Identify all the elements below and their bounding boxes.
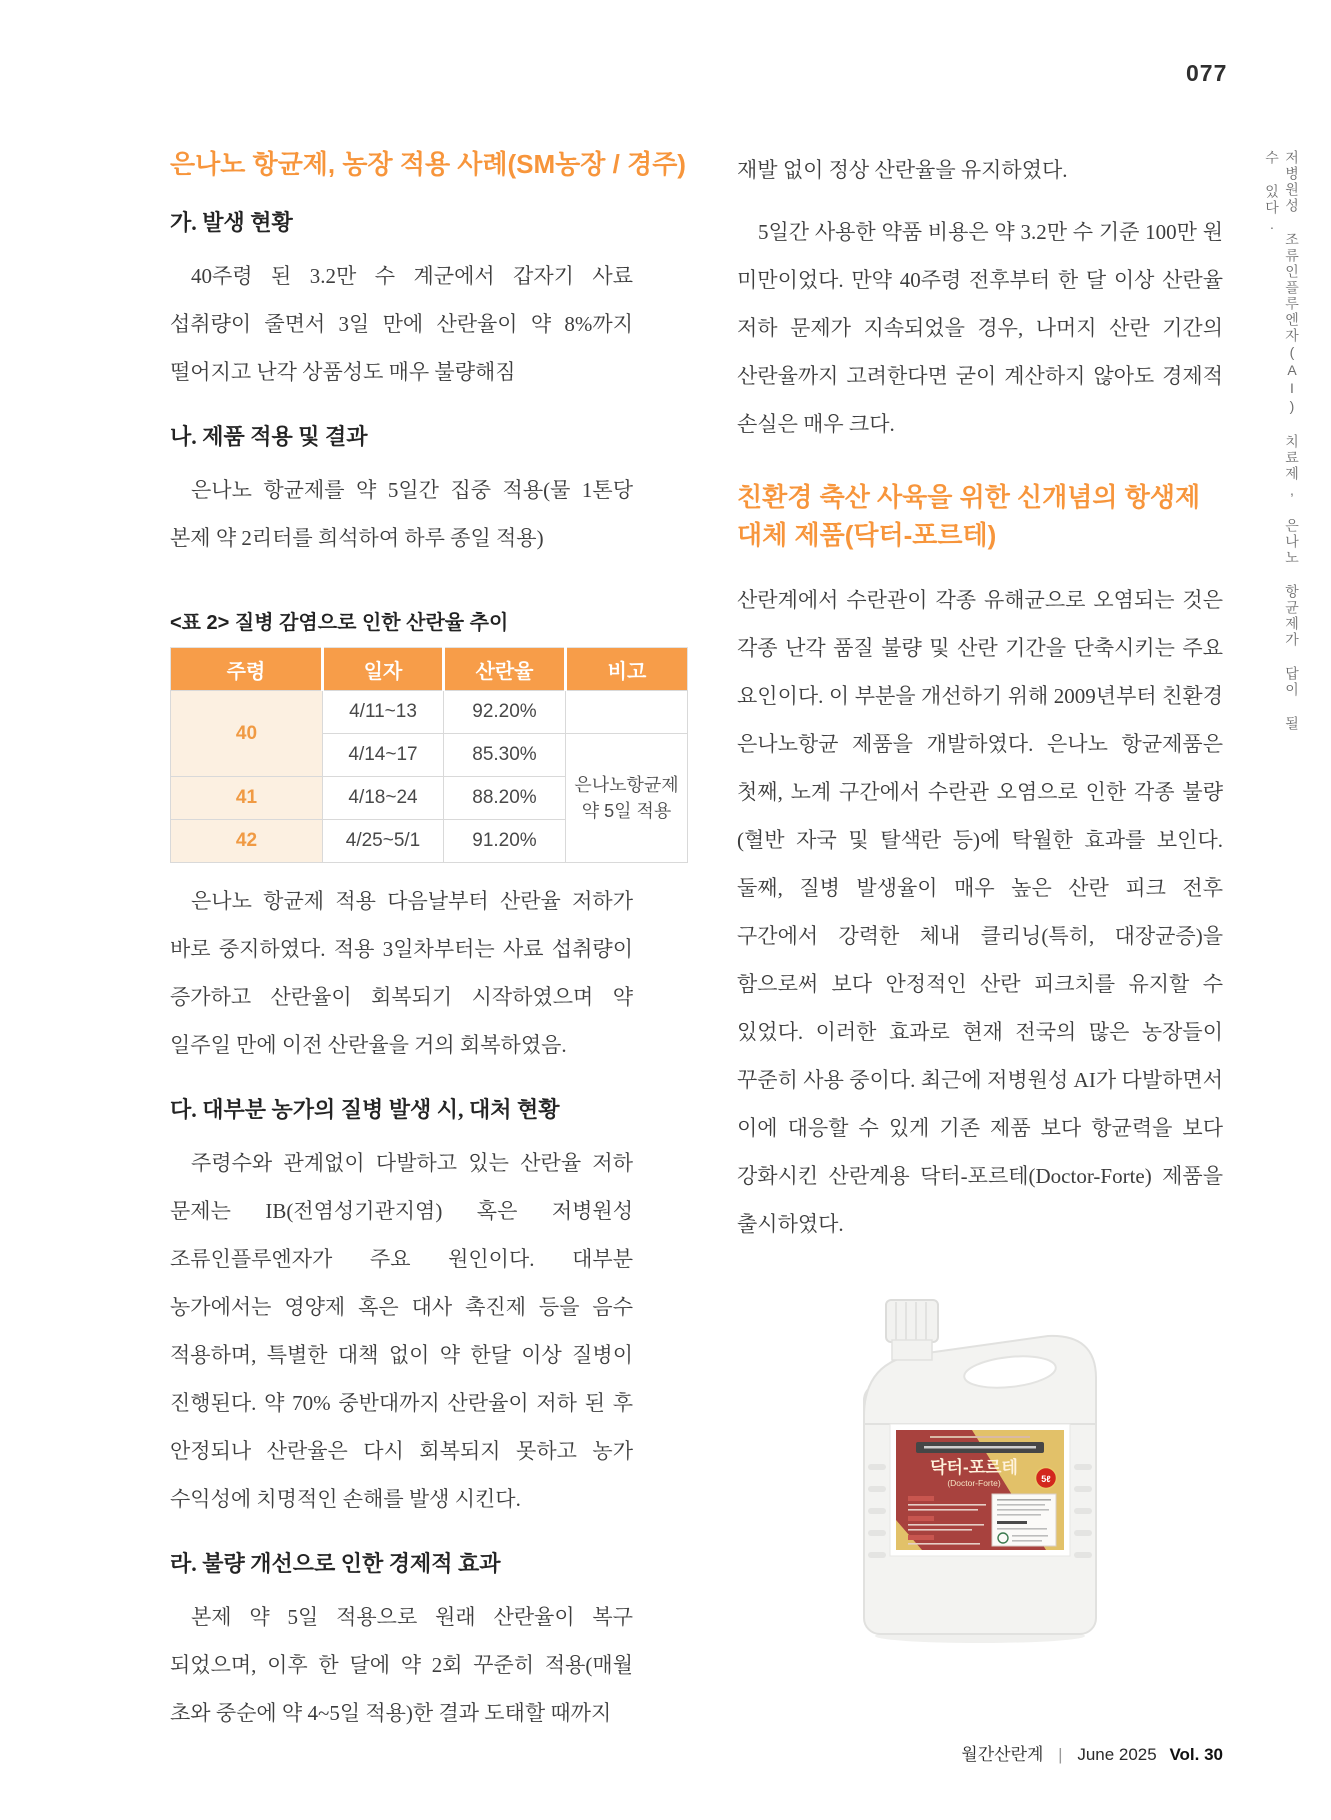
cell-week: 42 bbox=[171, 820, 323, 863]
right-column bbox=[737, 146, 1223, 1679]
volume-badge-text: 5ℓ bbox=[1041, 1474, 1051, 1484]
cell-date: 4/14~17 bbox=[323, 734, 444, 777]
section-b-title: 나. 제품 적용 및 결과 bbox=[170, 424, 368, 449]
cost-paragraph: 5일간 사용한 약품 비용은 약 3.2만 수 기준 100만 원 미만이었다. 만약 40주령 전후부터 한 달 이상 산란율 저하 문제가 지속되었을 경우, 나머지 산란 기간의 산란율까지 고려한다면 굳이 계산하지 않아도 경제적 손실은 매우 크다. bbox=[737, 220, 1223, 436]
col-header-rate: 산란율 bbox=[444, 648, 566, 691]
product-label bbox=[890, 1424, 1070, 1556]
cell-rate: 88.20% bbox=[444, 777, 566, 820]
cell-week: 41 bbox=[171, 777, 323, 820]
label-info-panel bbox=[992, 1494, 1056, 1546]
label-title: 닥터-포르테 bbox=[930, 1458, 1018, 1477]
section-b-paragraph: 은나노 항균제를 약 5일간 집중 적용(물 1톤당 본제 약 2리터를 희석하여 하루 종일 적용) bbox=[170, 478, 633, 550]
cell-note: 은나노항균제 약 5일 적용 bbox=[566, 734, 688, 863]
table-caption: <표 2> 질병 감염으로 인한 산란율 추이 bbox=[170, 612, 509, 634]
cell-rate: 85.30% bbox=[444, 734, 566, 777]
egg-rate-table bbox=[170, 647, 688, 863]
product-intro-paragraph: 산란계에서 수란관이 각종 유해균으로 오염되는 것은 각종 난각 품질 불량 및 산란 기간을 단축시키는 주요 요인이다. 이 부분을 개선하기 위해 2009년부터 친환경 은나노항균 제품을 개발하였다. 은나노 항균제품은 첫째, 노계 구간에서 수란관 오염으로 인한 각종 불량(혈반 자국 및 탈색란 등)에 탁월한 효과를 보인다. 둘째, 질병 발생율이 매우 높은 산란 피크 전후 구간에서 강력한 체내 클리닝(특히, 대장균증)을 함으로써 보다 안정적인 산란 피크치를 유지할 수 있었다. 이러한 효과로 현재 전국의 많은 농장들이 꾸준히 사용 중이다. 최근에 저병원성 AI가 다발하면서 이에 대응할 수 있게 기존 제품 보다 항균력을 보다 강화시킨 산란계용 닥터-포르테(Doctor-Forte) 제품을 출시하였다. bbox=[737, 588, 1223, 1236]
cell-date: 4/25~5/1 bbox=[323, 820, 444, 863]
col-header-note: 비고 bbox=[566, 648, 688, 691]
footer-volume: Vol. 30 bbox=[1169, 1745, 1223, 1764]
cell-rate: 91.20% bbox=[444, 820, 566, 863]
after-table-paragraph: 은나노 항균제 적용 다음날부터 산란율 저하가 바로 중지하였다. 적용 3일차부터는 사료 섭취량이 증가하고 산란율이 회복되기 시작하였으며 약 일주일 만에 이전 산란율을 거의 회복하였음. bbox=[170, 889, 633, 1057]
page-number: 077 bbox=[1186, 60, 1228, 86]
col-header-date: 일자 bbox=[323, 648, 444, 691]
footer-separator: | bbox=[1058, 1745, 1063, 1764]
section-c-paragraph: 주령수와 관계없이 다발하고 있는 산란율 저하 문제는 IB(전염성기관지염) 혹은 저병원성 조류인플루엔자가 주요 원인이다. 대부분 농가에서는 영양제 혹은 대사 촉진제 등을 음수 적용하며, 특별한 대책 없이 약 한달 이상 질병이 진행된다. 약 70% 중반대까지 산란율이 저하 된 후 안정되나 산란율은 다시 회복되지 못하고 농가 수익성에 치명적인 손해를 발생 시킨다. bbox=[170, 1151, 633, 1511]
cell-week: 40 bbox=[171, 691, 323, 777]
jug-cap bbox=[886, 1300, 938, 1342]
product-jug-illustration bbox=[830, 1284, 1130, 1674]
table-row bbox=[171, 691, 688, 734]
cell-date: 4/11~13 bbox=[323, 691, 444, 734]
label-subtitle: (Doctor-Forte) bbox=[947, 1478, 1001, 1488]
left-column bbox=[170, 146, 686, 1751]
section-d-title: 라. 불량 개선으로 인한 경제적 효과 bbox=[170, 1551, 501, 1576]
article-heading: 은나노 항균제, 농장 적용 사례(SM농장 / 경주) bbox=[170, 149, 686, 179]
jug-neck bbox=[892, 1340, 932, 1360]
section-a-title: 가. 발생 현황 bbox=[170, 210, 293, 235]
side-caption: 저병원성 조류인플루엔자(AI) 치료제, 은나노 항균제가 답이 될 수 있다. bbox=[1264, 150, 1300, 732]
section-c-title: 다. 대부분 농가의 질병 발생 시, 대처 현황 bbox=[170, 1097, 560, 1122]
col-header-week: 주령 bbox=[171, 648, 323, 691]
section-a-paragraph: 40주령 된 3.2만 수 계군에서 갑자기 사료 섭취량이 줄면서 3일 만에 산란율이 약 8%까지 떨어지고 난각 상품성도 매우 불량해짐 bbox=[170, 264, 633, 384]
footer bbox=[961, 1740, 1223, 1765]
cell-note bbox=[566, 691, 688, 734]
cell-rate: 92.20% bbox=[444, 691, 566, 734]
product-photo bbox=[737, 1284, 1223, 1679]
article-heading-2: 친환경 축산 사육을 위한 신개념의 항생제 대체 제품(닥터-포르테) bbox=[737, 482, 1201, 550]
label-microtext-line bbox=[930, 1436, 1030, 1438]
cell-date: 4/18~24 bbox=[323, 777, 444, 820]
banner-microtext bbox=[924, 1446, 1036, 1449]
footer-issue: June 2025 bbox=[1077, 1745, 1157, 1764]
footer-magazine-title: 월간산란계 bbox=[961, 1745, 1044, 1764]
table-header-row bbox=[171, 648, 688, 691]
section-d-paragraph: 본제 약 5일 적용으로 원래 산란율이 복구 되었으며, 이후 한 달에 약 2회 꾸준히 적용(매월 초와 중순에 약 4~5일 적용)한 결과 도태할 때까지 bbox=[170, 1605, 633, 1725]
continuation-paragraph: 재발 없이 정상 산란율을 유지하였다. bbox=[737, 158, 1068, 182]
